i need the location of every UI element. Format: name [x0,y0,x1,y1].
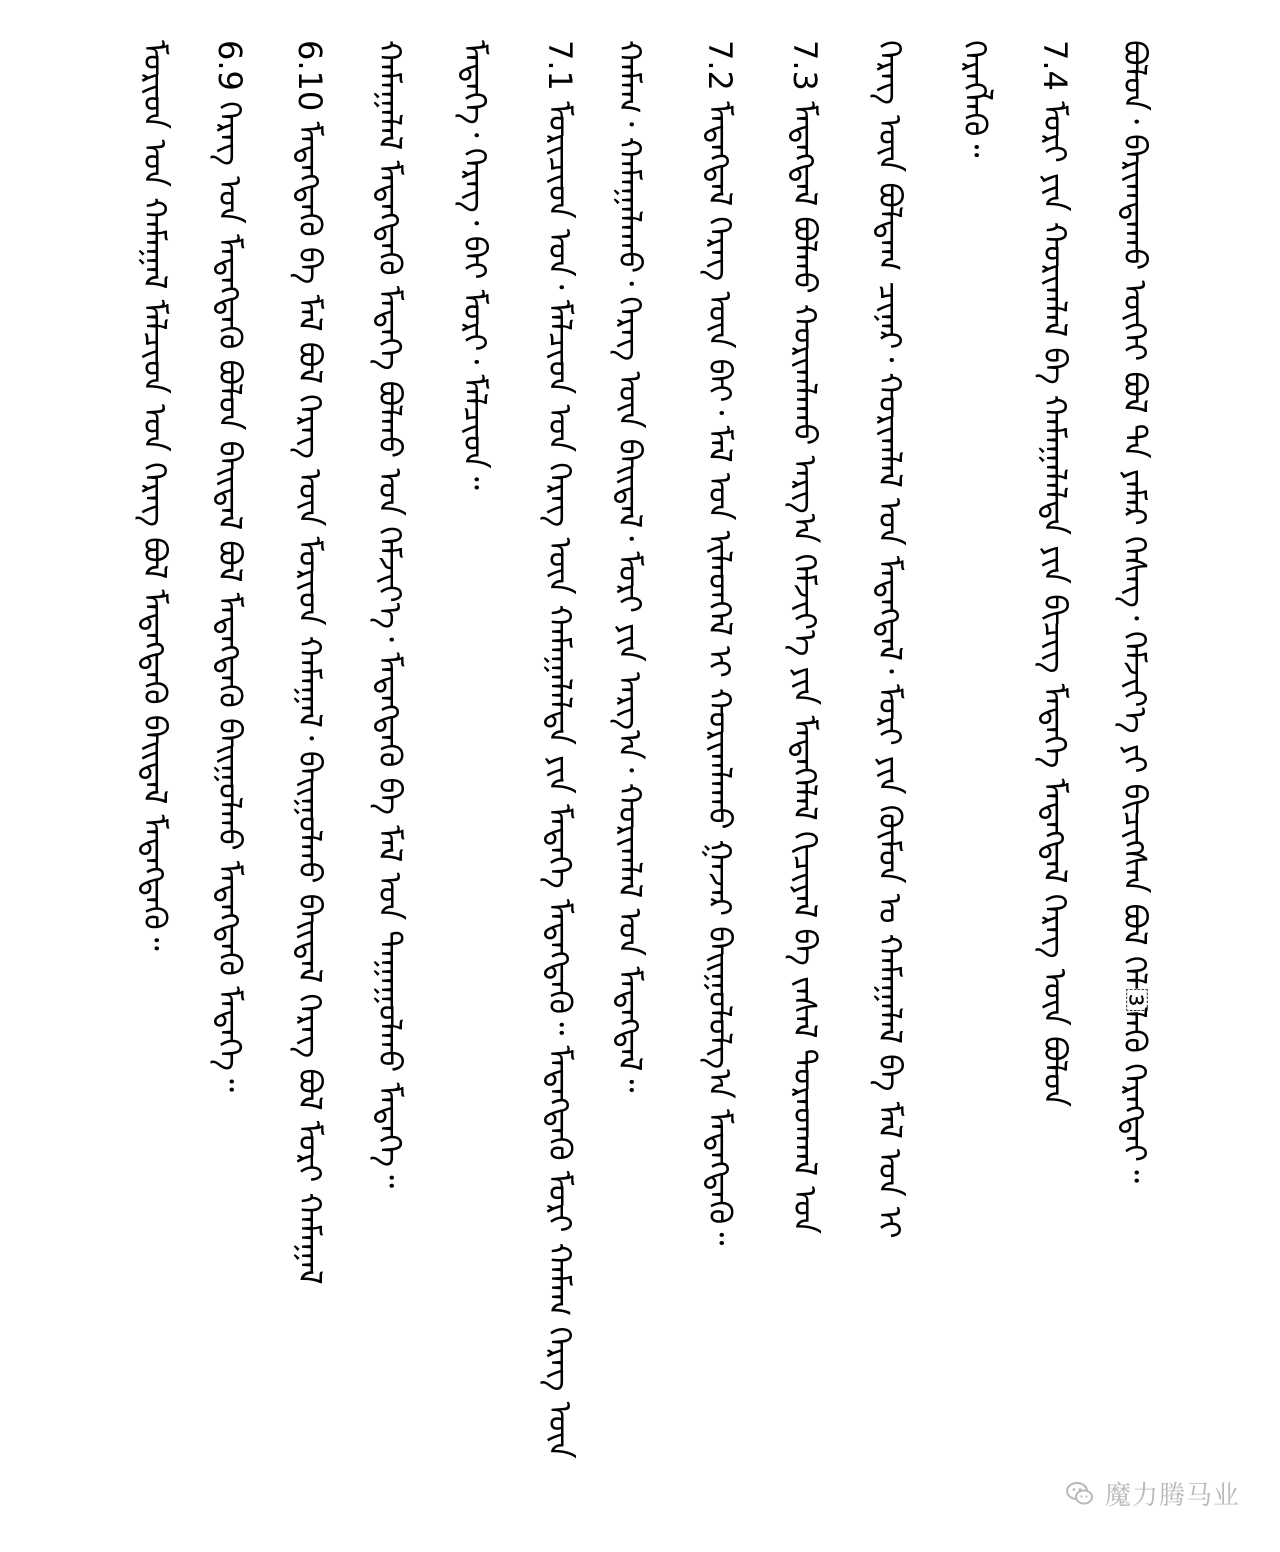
text-column [785,40,825,1500]
text-column [370,40,410,1500]
column-text: ᠬᠡᠷᠡᠭ ᠦᠨ ᠪᠣᠯᠳᠠᠭ ᠴᠢᠨᠠᠷ᠂ ᠬᠣᠷᠢᠭᠯᠠᠯ ᠤᠨ ᠮᠡᠳᠡᠭᠳᠡᠯ᠂ ᠮᠣᠷᠢ ᠶᠢᠨ ᠬᠥᠮᠦᠨ ᠤ ᠬᠠᠮᠠᠭᠠᠯᠠᠯ ᠪᠠ ᠮᠠᠯ ᠤᠨ ᠢ [871,40,909,1239]
column-text: ᠮᠡᠳᠡᠭᠡ᠂ ᠬᠡᠷᠡᠭ᠂ ᠪᠠᠢ ᠮᠣᠷᠢ᠂ ᠮᠠᠯᠴᠢᠳ᠃ [456,40,494,490]
text-column [610,40,650,1500]
text-column [540,40,580,1500]
text-column [1035,40,1075,1500]
watermark [1065,1475,1240,1512]
column-text: ᠬᠠᠮᠠᠭ᠂ ᠬᠠᠮᠠᠭᠠᠯᠠᠬᠤ᠂ ᠬᠡᠷᠡᠭ ᠦᠨ ᠪᠠᠢᠳᠠᠯ᠂ ᠮᠣᠷᠢ ᠶᠢᠨ ᠠᠷᠭ᠎ᠠ᠂ ᠬᠣᠷᠢᠭᠯᠠᠯ ᠤᠨ ᠮᠡᠳᠡᠭᠳᠡᠯ᠃ [611,40,649,1093]
column-text: ᠬᠡᠷᠡᠭᠯᠡᠬᠦ᠃ [956,40,994,158]
text-column [455,40,495,1500]
column-text: ᠪᠣᠯᠤᠨ᠂ ᠪᠠᠷᠢᠭᠳᠠᠬᠤ ᠦᠭᠡᠢ ᠪᠣᠯ ᠲᠠ ᠶᠠᠮᠠᠷ ᠬᠡᠰᠡᠭ᠂ ᠬᠡᠮᠵᠢᠶ᠎ᠡ ᠶᠢ ᠪᠢᠴᠢᠭᠰᠡᠨ ᠪᠣᠯ ᠬᠡᠯ᠍ᠯᠡᠬᠦ ᠬᠡᠷᠡᠭᠲᠡᠢ᠃ [1116,40,1154,1183]
wechat-icon [1065,1479,1095,1509]
column-text: 6.9 ᠬᠡᠷᠡᠭ ᠤᠨ ᠮᠡᠳᠡᠭᠳᠡᠬᠦ ᠪᠣᠯᠤᠨ ᠪᠠᠢᠳᠠᠯ ᠪᠣᠯ ᠮᠡᠳᠡᠭᠳᠡᠬᠦ ᠪᠠᠢᠭᠤᠯᠬᠤ ᠮᠡᠳᠡᠭᠳᠡᠬᠦ ᠮᠡᠳᠡᠭᠡ᠃ [211,40,249,1092]
column-text: 7.2 ᠮᠡᠳᠡᠭᠳᠡᠯ ᠬᠡᠷᠡᠭ ᠦᠨ ᠪᠠᠢ᠂ ᠮᠠᠯ ᠤᠨ ᠢᠯᠡᠳᠬᠡᠯ ᠢ ᠬᠣᠷᠢᠭᠯᠠᠬᠤ ᠭᠠᠵᠠᠷ ᠪᠠᠢᠭᠤᠯᠤᠯᠭ᠎ᠠ ᠮᠡᠳᠡᠭᠳᠡᠬᠦ᠃ [701,40,739,1246]
text-column [210,40,250,1500]
text-column [135,40,175,1500]
watermark-text: 魔力腾马业 [1104,1481,1240,1511]
column-text: ᠬᠠᠮᠠᠭᠠᠯᠠᠯ ᠮᠡᠳᠡᠭᠳᠡᠬᠦ ᠮᠡᠳᠡᠭᠡ ᠪᠣᠯᠬᠤ ᠤᠨ ᠬᠡᠮᠵᠢᠶ᠎ᠡ᠂ ᠮᠡᠳᠡᠭᠳᠡᠬᠦ ᠪᠠ ᠮᠠᠯ ᠤᠨ ᠳᠠᠭᠠᠭᠤᠯᠬᠤ ᠮᠡᠳᠡᠭᠡ᠃ [371,40,409,1189]
text-column [290,40,330,1500]
column-text: 7.1 ᠮᠣᠷᠢᠴᠢᠳ ᠤᠨ᠂ ᠮᠠᠯᠴᠢᠳ ᠤᠨ ᠬᠡᠷᠡᠭ ᠦᠨ ᠬᠠᠮᠠᠭᠠᠯᠠᠯᠲᠠ ᠶᠢᠨ ᠮᠡᠳᠡᠭᠡ ᠮᠡᠳᠡᠭᠳᠡᠬᠦ᠃ ᠮᠡᠳᠡᠭᠳᠡᠬᠦ ᠮᠣᠷᠢ ᠬᠠᠮᠠᠭ ᠬᠡᠷᠡᠭ ᠦᠨ [541,40,579,1459]
text-column [700,40,740,1500]
column-text: 6.10 ᠮᠡᠳᠡᠭᠳᠡᠬᠦ ᠪᠠ ᠮᠠᠯ ᠪᠣᠯ ᠬᠡᠷᠡᠭ ᠦᠨ ᠮᠣᠷᠢᠳ ᠬᠠᠮᠠᠭᠠᠯ᠂ ᠪᠠᠢᠭᠤᠯᠬᠤ ᠪᠠᠢᠳᠠᠯ ᠬᠡᠷᠡᠭ ᠪᠣᠯ ᠮᠣᠷᠢ ᠬᠠᠮᠠᠭᠠᠯ [291,40,329,1285]
text-column [870,40,910,1500]
column-text: ᠮᠣᠷᠢᠳ ᠤᠨ ᠬᠠᠮᠠᠭᠠᠯ ᠮᠠᠯᠴᠢᠳ ᠤᠨ ᠬᠡᠷᠡᠭ ᠪᠣᠯ ᠮᠡᠳᠡᠭᠳᠡᠬᠦ ᠪᠠᠢᠳᠠᠯ ᠮᠡᠳᠡᠭᠳᠡᠬᠦ᠃ [136,40,174,951]
column-text: 7.3 ᠮᠡᠳᠡᠭᠳᠡᠯ ᠪᠣᠯᠬᠤ ᠬᠣᠷᠢᠭᠯᠠᠬᠤ ᠠᠷᠭ᠎ᠠ ᠬᠡᠮᠵᠢᠶ᠎ᠡ ᠶᠢᠨ ᠮᠡᠳᠡᠭᠡᠯᠡᠯ ᠬᠢᠴᠢᠶᠡᠯ ᠪᠠ ᠵᠠᠰᠠᠯ ᠳᠤᠷᠠᠳᠬᠠᠯ ᠤᠨ [786,40,824,1234]
text-column [955,40,995,1500]
column-text: 7.4 ᠮᠣᠷᠢ ᠶᠢᠨ ᠬᠣᠷᠢᠭᠯᠠᠯ ᠪᠠ ᠬᠠᠮᠠᠭᠠᠯᠠᠯᠲᠠ ᠶᠢᠨ ᠪᠢᠴᠢᠭ ᠮᠡᠳᠡᠭᠡ ᠮᠡᠳᠡᠭᠳᠡᠯ ᠬᠡᠷᠡᠭ ᠦᠨ ᠪᠣᠯᠤᠨ [1036,40,1074,1107]
text-column [1115,40,1155,1500]
